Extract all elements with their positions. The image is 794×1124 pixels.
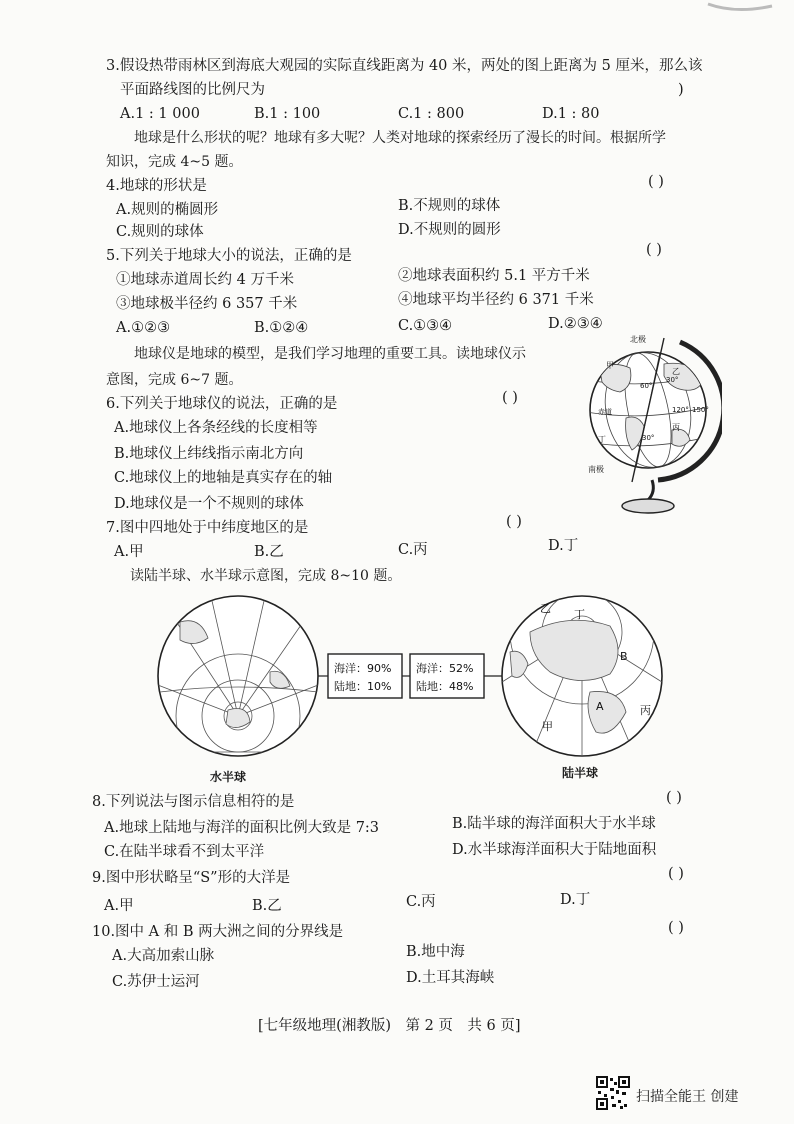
q3-answer-bracket: )	[678, 82, 684, 98]
q10-answer-bracket: ( )	[668, 920, 684, 936]
land-mark-b: B	[620, 650, 628, 663]
q9-option-b: B.乙	[252, 898, 282, 914]
globe-lat-label-north: 30°	[666, 376, 679, 384]
q10-option-b: B.地中海	[406, 944, 465, 960]
q7-option-b: B.乙	[254, 544, 284, 560]
reading-6-7-line1: 地球仪是地球的模型，是我们学习地理的重要工具。读地球仪示	[134, 346, 526, 362]
q9-option-c: C.丙	[406, 894, 436, 910]
q5-item-3: ③地球极半径约 6 357 千米	[116, 296, 298, 312]
q3-stem-line1: 3.假设热带雨林区到海底大观园的实际直线距离为 40 米，两处的图上距离为 5 厘米，那么该	[106, 58, 703, 74]
q7-option-c: C.丙	[398, 542, 428, 558]
q5-item-1: ①地球赤道周长约 4 万千米	[116, 272, 294, 288]
water-hemisphere	[158, 596, 318, 756]
globe-figure	[572, 330, 722, 520]
land-mark-yi: 乙	[540, 602, 551, 615]
q5-option-c: C.①③④	[398, 318, 453, 334]
water-hemisphere-caption: 水半球	[210, 770, 247, 784]
page-footer: [七年级地理(湘教版) 第 2 页 共 6 页]	[258, 1018, 521, 1034]
q8-answer-bracket: ( )	[666, 790, 682, 806]
q7-answer-bracket: ( )	[506, 514, 522, 530]
q6-option-a: A.地球仪上各条经线的长度相等	[114, 420, 318, 436]
q5-option-a: A.①②③	[116, 320, 171, 336]
q8-stem: 8.下列说法与图示信息相符的是	[92, 794, 295, 810]
q3-option-b: B.1 : 100	[254, 106, 321, 122]
q10-stem: 10.图中 A 和 B 两大洲之间的分界线是	[92, 924, 344, 940]
q4-option-b: B.不规则的球体	[398, 198, 501, 214]
q6-option-b: B.地球仪上纬线指示南北方向	[114, 446, 304, 462]
q5-option-d: D.②③④	[548, 316, 603, 332]
globe-place-ding: 丁	[598, 435, 606, 444]
q9-answer-bracket: ( )	[668, 866, 684, 882]
q7-option-a: A.甲	[114, 544, 144, 560]
q3-option-a: A.1 : 1 000	[120, 106, 200, 122]
reading-4-5-line1: 地球是什么形状的呢？地球有多大呢？人类对地球的探索经历了漫长的时间。根据所学	[134, 130, 666, 146]
globe-equator-label: 赤道	[598, 408, 612, 416]
reading-8-10-line: 读陆半球、水半球示意图，完成 8~10 题。	[130, 568, 402, 584]
globe-south-label: 南极	[588, 465, 604, 474]
land-hemisphere-caption: 陆半球	[562, 766, 599, 780]
q4-option-c: C.规则的球体	[116, 224, 204, 240]
land-mark-jia: 甲	[542, 720, 553, 733]
land-mark-ding: 丁	[574, 608, 585, 621]
reading-4-5-line2: 知识，完成 4~5 题。	[106, 154, 243, 170]
q5-item-4: ④地球平均半径约 6 371 千米	[398, 292, 594, 308]
q6-option-d: D.地球仪是一个不规则的球体	[114, 496, 304, 512]
q5-option-b: B.①②④	[254, 320, 309, 336]
hemispheres-figure	[150, 592, 670, 758]
q9-option-a: A.甲	[104, 898, 134, 914]
reading-6-7-line2: 意图，完成 6~7 题。	[106, 372, 243, 388]
q7-stem: 7.图中四地处于中纬度地区的是	[106, 520, 309, 536]
q4-stem: 4.地球的形状是	[106, 178, 207, 194]
globe-lon-label-120: 120°	[672, 406, 689, 414]
q4-answer-bracket: ( )	[648, 174, 664, 190]
land-mark-a: A	[596, 700, 604, 713]
q8-option-c: C.在陆半球看不到太平洋	[104, 844, 265, 860]
q8-option-b: B.陆半球的海洋面积大于水半球	[452, 816, 656, 832]
q9-stem: 9.图中形状略呈“S”形的大洋是	[92, 870, 291, 886]
globe-place-yi: 乙	[672, 367, 680, 376]
globe-lon-label-60: 60°	[640, 382, 653, 390]
q6-stem: 6.下列关于地球仪的说法，正确的是	[106, 396, 338, 412]
scan-edge-mark	[706, 0, 776, 14]
q8-option-d: D.水半球海洋面积大于陆地面积	[452, 842, 657, 858]
q4-option-a: A.规则的椭圆形	[116, 202, 219, 218]
land-box-ocean: 海洋：52%	[416, 662, 474, 675]
water-box-ocean: 海洋：90%	[334, 662, 392, 675]
q5-item-2: ②地球表面积约 5.1 平方千米	[398, 268, 590, 284]
q8-option-a: A.地球上陆地与海洋的面积比例大致是 7:3	[104, 820, 380, 836]
q6-answer-bracket: ( )	[502, 390, 518, 406]
globe-place-bing: 丙	[672, 423, 680, 432]
q10-option-d: D.土耳其海峡	[406, 970, 495, 986]
q10-option-a: A.大高加索山脉	[112, 948, 215, 964]
q7-option-d: D.丁	[548, 538, 579, 554]
water-box-land: 陆地：10%	[334, 680, 392, 693]
q6-option-c: C.地球仪上的地轴是真实存在的轴	[114, 470, 333, 486]
globe-place-jia: 甲	[606, 361, 614, 370]
q10-option-c: C.苏伊士运河	[112, 974, 200, 990]
q9-option-d: D.丁	[560, 892, 591, 908]
q3-option-d: D.1 : 80	[542, 106, 600, 122]
q5-stem: 5.下列关于地球大小的说法，正确的是	[106, 248, 352, 264]
land-box-land: 陆地：48%	[416, 680, 474, 693]
q4-option-d: D.不规则的圆形	[398, 222, 501, 238]
scanner-watermark: 扫描全能王 创建	[636, 1089, 739, 1105]
q5-answer-bracket: ( )	[646, 242, 662, 258]
q3-option-c: C.1 : 800	[398, 106, 465, 122]
globe-lon-label-150: 150°	[692, 406, 709, 414]
q3-stem-line2: 平面路线图的比例尺为	[120, 82, 265, 98]
globe-north-label: 北极	[630, 335, 646, 344]
qr-code-icon	[596, 1076, 630, 1110]
land-mark-bing: 丙	[640, 704, 651, 717]
globe-lat-label-south: 30°	[642, 434, 655, 442]
